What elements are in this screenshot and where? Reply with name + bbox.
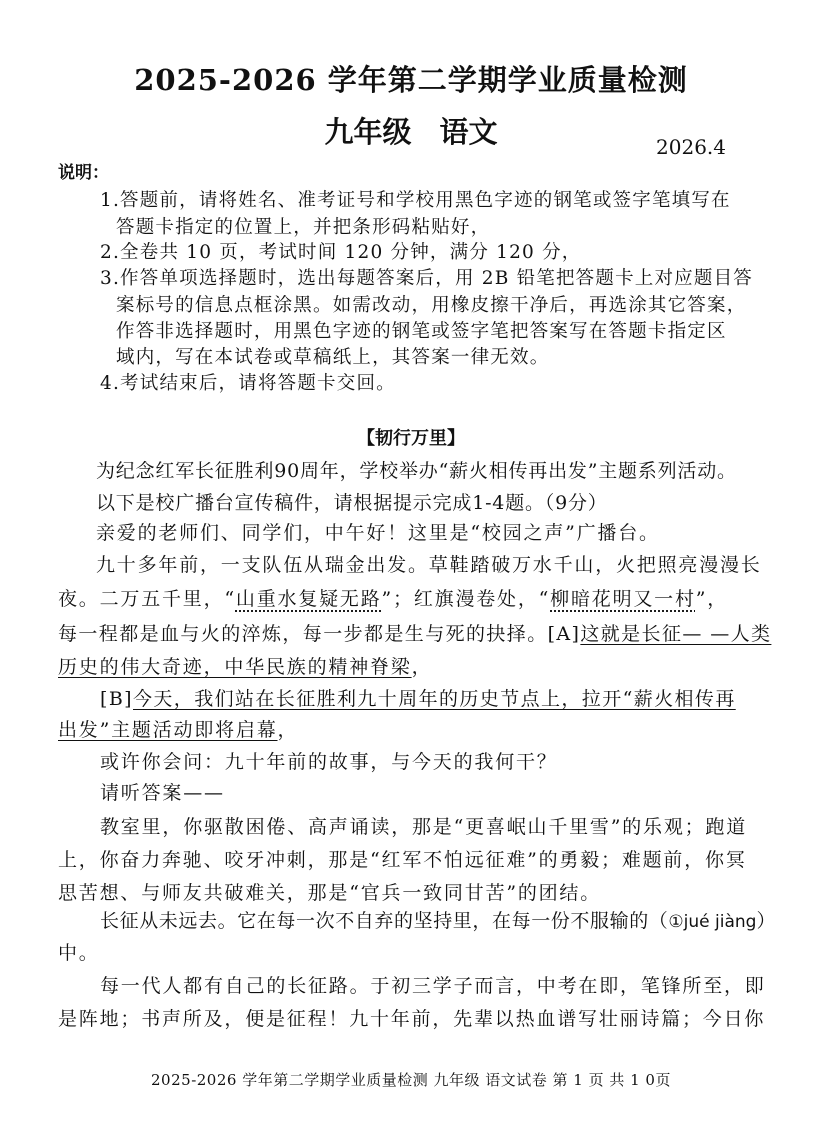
instructions-label: 说明： — [58, 163, 109, 183]
pinyin-blank: ①jué jiàng — [668, 912, 757, 932]
paragraph-line: 请听答案—— — [100, 782, 225, 804]
instruction-line: 域内，写在本试卷或草稿纸上，其答案一律无效。 — [116, 347, 550, 368]
subject-label: 语文 — [439, 115, 498, 149]
paragraph-line: 出发”主题活动即将启幕， — [58, 719, 299, 741]
paragraph-line: 思苦想、与师友共破难关，那是“官兵一致同甘苦”的团结。 — [58, 882, 602, 904]
instruction-line: 案标号的信息点框涂黑。如需改动，用橡皮擦干净后，再选涂其它答案， — [116, 295, 747, 316]
paragraph-line: 上，你奋力奔驰、咬牙冲刺，那是“红军不怕远征难”的勇毅；难题前，你冥 — [58, 849, 747, 871]
underlined-sentence-a-cont: 历史的伟大奇迹，中华民族的精神脊梁 — [58, 656, 412, 678]
dotted-quote-1: 山重水复疑无路 — [235, 588, 382, 610]
exam-date: 2026.4 — [656, 135, 726, 159]
instruction-line: 1.答题前，请将姓名、准考证号和学校用黑色字迹的钢笔或签字笔填写在 — [100, 190, 731, 211]
underlined-sentence-b-cont: 出发”主题活动即将启幕 — [58, 719, 278, 741]
paragraph-line: 九十多年前，一支队伍从瑞金出发。草鞋踏破万水千山，火把照亮漫漫长 — [96, 554, 762, 576]
dotted-quote-2: 柳暗花明又一村 — [550, 588, 696, 610]
instruction-line: 4.考试结束后，请将答题卡交回。 — [100, 373, 396, 394]
paragraph-line: 历史的伟大奇迹，中华民族的精神脊梁， — [58, 656, 433, 678]
underlined-sentence-a: 这就是长征— —人类 — [580, 623, 772, 645]
paragraph-line: 每一程都是血与火的淬炼，每一步都是生与死的抉择。[A]这就是长征— —人类 — [58, 623, 772, 645]
section-title: 【韧行万里】 — [357, 428, 465, 449]
paragraph-line: 教室里，你驱散困倦、高声诵读，那是“更喜岷山千里雪”的乐观；跑道 — [100, 816, 748, 838]
paragraph-line: 每一代人都有自己的长征路。于初三学子而言，中考在即，笔锋所至，即 — [100, 975, 766, 997]
paragraph-line: 中。 — [58, 942, 100, 964]
paragraph-line: 或许你会问：九十年前的故事，与今天的我何干？ — [100, 751, 558, 773]
underlined-sentence-b: 今天，我们站在长征胜利九十周年的历史节点上，拉开“薪火相传再 — [133, 688, 736, 710]
paragraph-line: 夜。二万五千里，“山重水复疑无路”；红旗漫卷处，“柳暗花明又一村”， — [58, 588, 729, 610]
paragraph-line: 是阵地；书声所及，便是征程！九十年前，先辈以热血谱写壮丽诗篇；今日你 — [58, 1008, 766, 1030]
page-footer: 2025-2026 学年第二学期学业质量检测 九年级 语文试卷 第 1 页 共 1 0页 — [151, 1071, 671, 1089]
exam-title: 2025-2026 学年第二学期学业质量检测 — [134, 63, 688, 97]
paragraph-line: 长征从未远去。它在每一次不自弃的坚持里，在每一份不服输的（①jué jiàng） — [100, 910, 777, 932]
paragraph-line: 亲爱的老师们、同学们，中午好！这里是“校园之声”广播台。 — [96, 522, 660, 544]
instruction-line: 作答非选择题时，用黑色字迹的钢笔或签字笔把答案写在答题卡指定区 — [116, 321, 727, 342]
paragraph-line: [B]今天，我们站在长征胜利九十周年的历史节点上，拉开“薪火相传再 — [100, 688, 736, 710]
grade-label: 九年级 — [324, 115, 412, 149]
instruction-line: 答题卡指定的位置上，并把条形码粘贴好， — [116, 217, 491, 238]
instruction-line: 3.作答单项选择题时，选出每题答案后，用 2B 铅笔把答题卡上对应题目答 — [100, 268, 753, 289]
intro-line: 以下是校广播台宣传稿件，请根据提示完成1-4题。（9分） — [96, 492, 608, 514]
instruction-line: 2.全卷共 10 页，考试时间 120 分钟，满分 120 分， — [100, 242, 582, 263]
intro-line: 为纪念红军长征胜利90周年，学校举办“薪火相传再出发”主题系列活动。 — [96, 460, 737, 482]
